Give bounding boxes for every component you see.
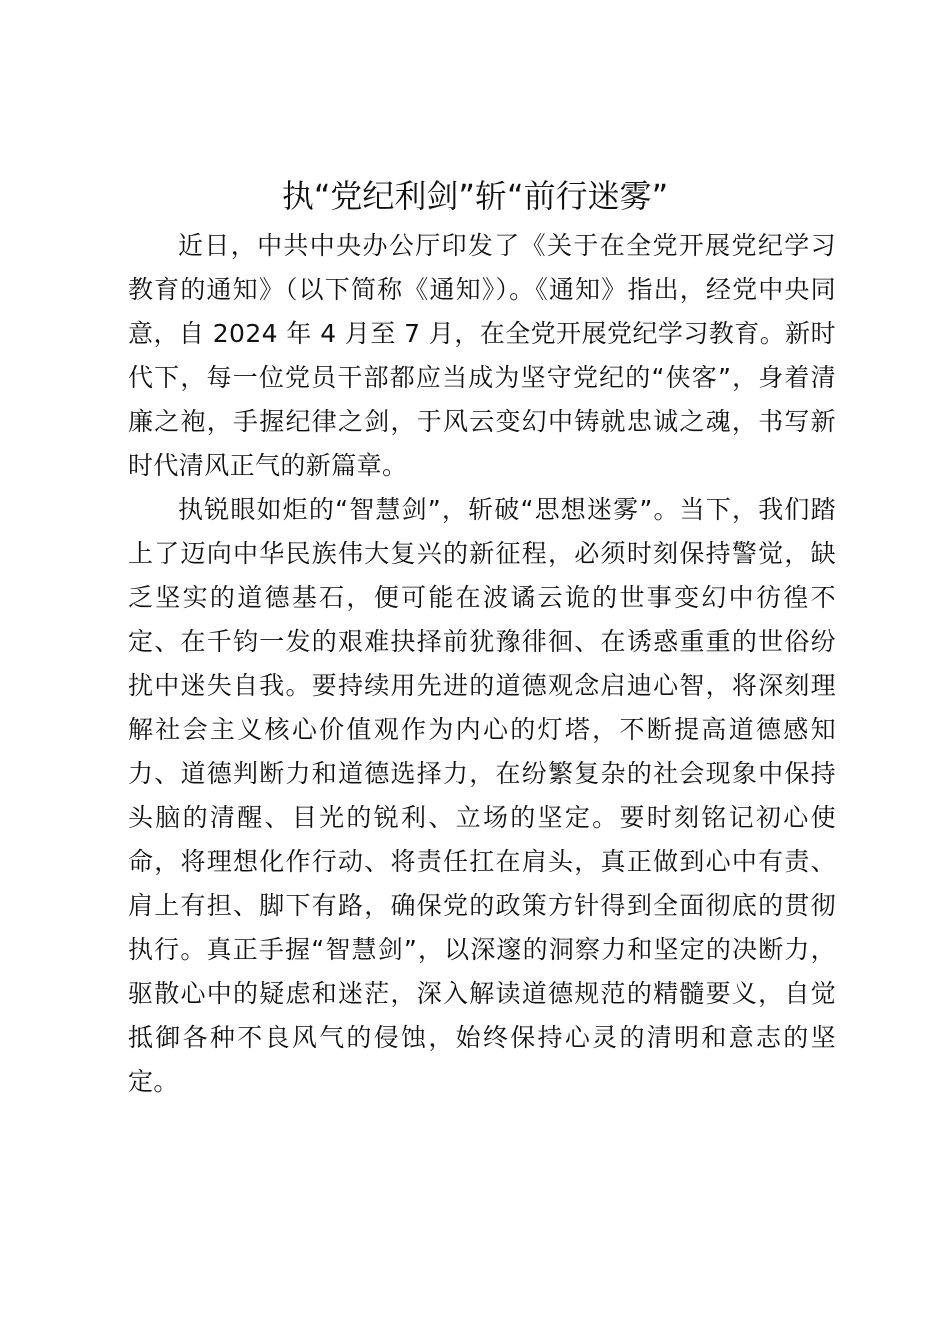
- paragraph-wisdom-sword: 执锐眼如炬的“智慧剑”，斩破“思想迷雾”。当下，我们踏上了迈向中华民族伟大复兴的新征程，必须时刻保持警觉，缺乏坚实的道德基石，便可能在波谲云诡的世事变幻中彷徨不定、在千钧一发的艰难抉择前犹豫徘徊、在诱惑重重的世俗纷扰中迷失自我。要持续用先进的道德观念启迪心智，将深刻理解社会主义核心价值观作为内心的灯塔，不断提高道德感知力、道德判断力和道德选择力，在纷繁复杂的社会现象中保持头脑的清醒、目光的锐利、立场的坚定。要时刻铭记初心使命，将理想化作行动、将责任扛在肩头，真正做到心中有责、肩上有担、脚下有路，确保党的政策方针得到全面彻底的贯彻执行。真正手握“智慧剑”，以深邃的洞察力和坚定的决断力，驱散心中的疑虑和迷茫，深入解读道德规范的精髓要义，自觉抵御各种不良风气的侵蚀，始终保持心灵的清明和意志的坚定。: [128, 495, 836, 1096]
- document-title: 执“党纪利剑”斩“前行迷雾”: [281, 177, 669, 215]
- paragraph-intro: 近日，中共中央办公厅印发了《关于在全党开展党纪学习教育的通知》（以下简称《通知》）。《通知》指出，经党中央同意，自 2024 年 4 月至 7 月，在全党开展党纪学习教育。新时代下，每一位党员干部都应当成为坚守党纪的“侠客”，身着清廉之袍，手握纪律之剑，于风云变幻中铸就忠诚之魂，书写新时代清风正气的新篇章。: [128, 231, 836, 480]
- document-body: [128, 224, 836, 1104]
